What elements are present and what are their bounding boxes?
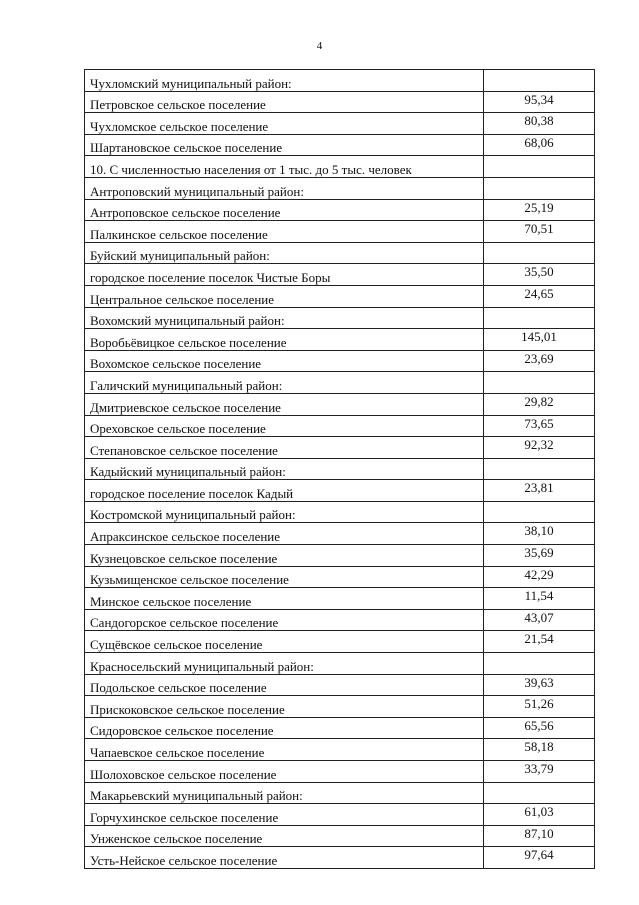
row-value-cell: 145,01 <box>484 329 595 351</box>
table-row <box>85 350 595 372</box>
row-name-cell: Минское сельское поселение <box>85 588 484 610</box>
row-name-cell: Вохомский муниципальный район: <box>85 307 484 329</box>
row-value-cell <box>484 242 595 264</box>
row-name-cell: Кадыйский муниципальный район: <box>85 458 484 480</box>
row-name-cell: Усть-Нейское сельское поселение <box>85 847 484 869</box>
table-row <box>85 285 595 307</box>
row-value-cell: 73,65 <box>484 415 595 437</box>
table-row <box>85 545 595 567</box>
table-row <box>85 329 595 351</box>
table-row <box>85 372 595 394</box>
row-name-cell: Галичский муниципальный район: <box>85 372 484 394</box>
row-value-cell: 11,54 <box>484 588 595 610</box>
table-row <box>85 739 595 761</box>
table-row <box>85 242 595 264</box>
row-value-cell: 21,54 <box>484 631 595 653</box>
row-value-cell <box>484 372 595 394</box>
row-value-cell <box>484 307 595 329</box>
row-name-cell: городское поселение поселок Кадый <box>85 480 484 502</box>
table-row <box>85 199 595 221</box>
row-name-cell: Сандогорское сельское поселение <box>85 609 484 631</box>
row-value-cell: 68,06 <box>484 134 595 156</box>
row-name-cell: Чухломское сельское поселение <box>85 113 484 135</box>
row-value-cell <box>484 156 595 178</box>
row-value-cell <box>484 458 595 480</box>
row-name-cell: Сущёвское сельское поселение <box>85 631 484 653</box>
row-value-cell: 29,82 <box>484 393 595 415</box>
row-value-cell: 70,51 <box>484 221 595 243</box>
row-value-cell: 39,63 <box>484 674 595 696</box>
table-row <box>85 674 595 696</box>
table-row <box>85 653 595 675</box>
row-name-cell: Унженское сельское поселение <box>85 825 484 847</box>
row-value-cell: 92,32 <box>484 437 595 459</box>
table-row <box>85 91 595 113</box>
table-row <box>85 847 595 869</box>
row-name-cell: Костромской муниципальный район: <box>85 501 484 523</box>
table-row <box>85 415 595 437</box>
row-name-cell: Макарьевский муниципальный район: <box>85 782 484 804</box>
table-row <box>85 480 595 502</box>
row-name-cell: Воробьёвицкое сельское поселение <box>85 329 484 351</box>
row-value-cell: 80,38 <box>484 113 595 135</box>
table-row <box>85 393 595 415</box>
row-name-cell: Шартановское сельское поселение <box>85 134 484 156</box>
row-name-cell: Палкинское сельское поселение <box>85 221 484 243</box>
row-name-cell: Антроповское сельское поселение <box>85 199 484 221</box>
table-body <box>85 70 595 869</box>
row-value-cell: 23,69 <box>484 350 595 372</box>
table-row <box>85 264 595 286</box>
row-value-cell <box>484 653 595 675</box>
table-row <box>85 566 595 588</box>
row-value-cell <box>484 70 595 92</box>
table-row <box>85 307 595 329</box>
row-value-cell: 35,50 <box>484 264 595 286</box>
row-name-cell: Степановское сельское поселение <box>85 437 484 459</box>
row-value-cell: 42,29 <box>484 566 595 588</box>
row-name-cell: Ореховское сельское поселение <box>85 415 484 437</box>
table-row <box>85 609 595 631</box>
row-value-cell: 33,79 <box>484 761 595 783</box>
table-row <box>85 717 595 739</box>
table-row <box>85 804 595 826</box>
table-row <box>85 113 595 135</box>
row-name-cell: Подольское сельское поселение <box>85 674 484 696</box>
row-value-cell: 38,10 <box>484 523 595 545</box>
table-row <box>85 458 595 480</box>
row-value-cell: 23,81 <box>484 480 595 502</box>
row-value-cell: 24,65 <box>484 285 595 307</box>
table-row <box>85 437 595 459</box>
table-row <box>85 782 595 804</box>
row-name-cell: Антроповский муниципальный район: <box>85 177 484 199</box>
row-name-cell: Шолоховское сельское поселение <box>85 761 484 783</box>
table-row <box>85 631 595 653</box>
row-value-cell <box>484 177 595 199</box>
table-row <box>85 156 595 178</box>
table-row <box>85 221 595 243</box>
row-name-cell: Вохомское сельское поселение <box>85 350 484 372</box>
table-row <box>85 761 595 783</box>
row-name-cell: Чапаевское сельское поселение <box>85 739 484 761</box>
row-name-cell: Петровское сельское поселение <box>85 91 484 113</box>
row-name-cell: Кузьмищенское сельское поселение <box>85 566 484 588</box>
data-table <box>84 69 595 869</box>
row-value-cell: 95,34 <box>484 91 595 113</box>
row-value-cell: 51,26 <box>484 696 595 718</box>
row-value-cell: 43,07 <box>484 609 595 631</box>
table-row <box>85 523 595 545</box>
table-row <box>85 825 595 847</box>
row-name-cell: Апраксинское сельское поселение <box>85 523 484 545</box>
row-value-cell: 61,03 <box>484 804 595 826</box>
row-value-cell <box>484 501 595 523</box>
row-value-cell: 25,19 <box>484 199 595 221</box>
row-value-cell: 58,18 <box>484 739 595 761</box>
row-value-cell: 65,56 <box>484 717 595 739</box>
row-name-cell: Прискоковское сельское поселение <box>85 696 484 718</box>
row-value-cell: 87,10 <box>484 825 595 847</box>
row-name-cell: Красносельский муниципальный район: <box>85 653 484 675</box>
row-name-cell: Центральное сельское поселение <box>85 285 484 307</box>
row-value-cell: 35,69 <box>484 545 595 567</box>
row-name-cell: городское поселение поселок Чистые Боры <box>85 264 484 286</box>
row-name-cell: 10. С численностью населения от 1 тыс. до 5 тыс. человек <box>85 156 484 178</box>
table-row <box>85 70 595 92</box>
table-row <box>85 134 595 156</box>
row-name-cell: Дмитриевское сельское поселение <box>85 393 484 415</box>
row-name-cell: Буйский муниципальный район: <box>85 242 484 264</box>
table-row <box>85 696 595 718</box>
table-row <box>85 177 595 199</box>
row-name-cell: Сидоровское сельское поселение <box>85 717 484 739</box>
row-name-cell: Кузнецовское сельское поселение <box>85 545 484 567</box>
row-name-cell: Чухломский муниципальный район: <box>85 70 484 92</box>
page-number: 4 <box>316 40 323 52</box>
table-row <box>85 501 595 523</box>
row-name-cell: Горчухинское сельское поселение <box>85 804 484 826</box>
row-value-cell: 97,64 <box>484 847 595 869</box>
table-row <box>85 588 595 610</box>
row-value-cell <box>484 782 595 804</box>
